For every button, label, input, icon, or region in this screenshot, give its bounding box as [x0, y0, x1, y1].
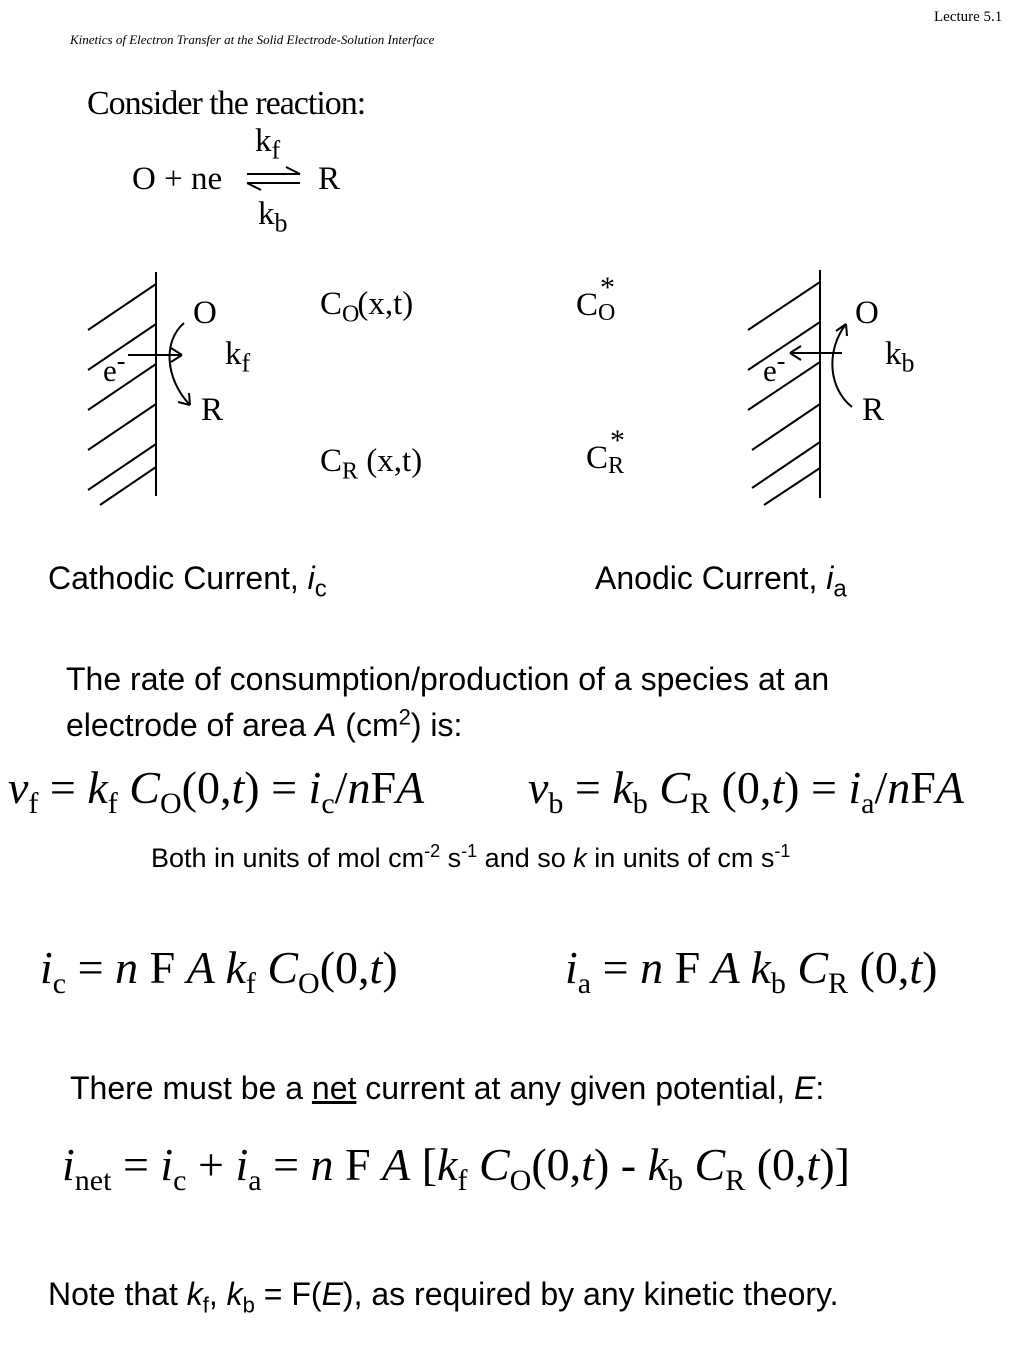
right-kb-label: $k_b$ [885, 336, 915, 378]
rate-text-line1: The rate of consumption/production of a species at an [66, 661, 830, 697]
left-o-label: O [193, 295, 217, 331]
lecture-subtitle: Kinetics of Electron Transfer at the Solid Electrode-Solution Interface [70, 32, 435, 47]
left-electrode-icon [88, 272, 156, 505]
reaction-kf: $k_f$ [255, 123, 281, 165]
reaction-intro: Consider the reaction: [87, 85, 366, 122]
anodic-current-caption: Anodic Current, $i_a$ [595, 560, 847, 603]
right-r-label: R [862, 392, 885, 428]
left-kf-label: $k_f$ [225, 336, 251, 378]
co-bulk-label: C * O [576, 271, 616, 326]
lecture-number: Lecture 5.1 [934, 9, 1003, 25]
right-electron-label: e- [763, 346, 786, 388]
right-o-label: O [855, 295, 879, 331]
cathodic-current-caption: Cathodic Current, $i_c$ [48, 560, 327, 603]
kinetic-theory-note: Note that $k_f$, $k_b = F(E)$, as required by any kinetic theory. [48, 1276, 839, 1318]
co-xt-label: $C_O(x,t)$ [320, 286, 414, 328]
cr-bulk-label: C * R [586, 424, 626, 479]
left-r-label: R [201, 392, 224, 428]
ia-equation: $i_a = n$ F A $k_b$ $C_R$ (0,t) [565, 942, 938, 1001]
reaction-kb: $k_b$ [258, 196, 288, 238]
units-note: Both in units of mol $cm^{-2}$ $s^{-1}$ and so k in units of cm $s^{-1}$ [151, 841, 791, 873]
ic-equation: $i_c = n$ F A $k_f$ $C_O(0,t)$ [40, 942, 398, 1001]
reaction-lhs: O + ne [132, 161, 223, 197]
inet-equation: $i_{net} = i_c + i_a = n$ F A [$k_f$ $C_O(0,t) - k_b$ $C_R$ (0,t)] [62, 1139, 850, 1198]
rate-text-line2: electrode of area A $(cm^2)$ is: [66, 704, 463, 743]
right-curved-arrow-icon [832, 324, 852, 407]
right-electrode-icon [748, 270, 820, 505]
vf-equation: $v_f = k_f$ $C_O(0,t) = i_c/nFA$ [8, 762, 425, 821]
reaction-rhs: R [318, 161, 341, 197]
vb-equation: $v_b = k_b$ $C_R$ $(0,t) = i_a$/nFA [528, 762, 964, 821]
left-curved-arrow-icon [170, 323, 190, 405]
equilibrium-arrow-icon [247, 167, 300, 190]
net-current-text: There must be a net current at any given potential, E: [70, 1070, 825, 1106]
cr-xt-label: $C_R$ (x,t) [320, 443, 423, 485]
left-electron-label: e- [103, 346, 126, 388]
